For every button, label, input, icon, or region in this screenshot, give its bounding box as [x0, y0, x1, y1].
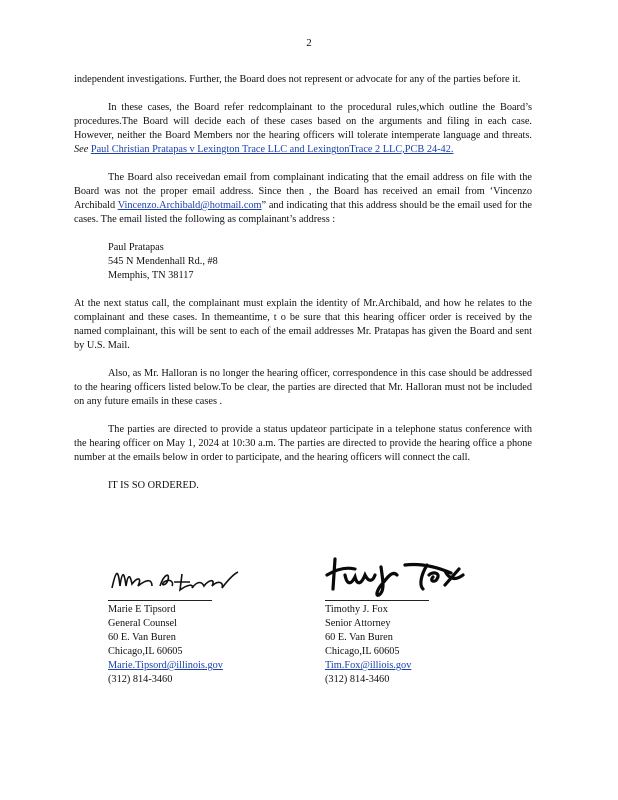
signer-email-link[interactable]: Marie.Tipsord@illinois.gov — [108, 660, 223, 671]
signer-street: 60 E. Van Buren — [325, 632, 393, 643]
signer-title: General Counsel — [108, 618, 177, 629]
paragraph-3 — [74, 171, 532, 227]
address-city: Memphis, TN 38117 — [108, 270, 194, 281]
order-body — [74, 73, 532, 493]
signer-name: Marie E Tipsord — [108, 604, 176, 615]
signer-city: Chicago,IL 60605 — [325, 646, 400, 657]
complainant-address — [108, 241, 532, 283]
see-signal: See — [74, 144, 89, 155]
signer-city: Chicago,IL 60605 — [108, 646, 183, 657]
page-number: 2 — [306, 37, 312, 49]
paragraph-3-text-a: The Board also receivedan email from complainant indicating that the email address on file with the Board was not the proper email address. Since then , the Board has received an email from ‘Vincenzo Archibald — [74, 172, 532, 211]
paragraph-2 — [74, 101, 532, 157]
tipsord-signature-image — [108, 560, 248, 600]
signature-block-tipsord — [108, 560, 248, 687]
signer-phone: (312) 814-3460 — [108, 674, 173, 685]
fox-signature-image — [325, 545, 475, 600]
archibald-email-link[interactable]: Vincenzo.Archibald@hotmail.com — [117, 200, 262, 211]
signer-name: Timothy J. Fox — [325, 604, 388, 615]
signer-street: 60 E. Van Buren — [108, 632, 176, 643]
signer-phone: (312) 814-3460 — [325, 674, 390, 685]
paragraph-2-text: In these cases, the Board refer redcomplainant to the procedural rules,which outline the Board’s procedures.The Board will decide each of these cases based on the arguments and filing in each case. However, neither the Board Members nor the hearing officers will tolerate intemperate language and threats. — [74, 102, 532, 141]
signer-title: Senior Attorney — [325, 618, 391, 629]
address-street: 545 N Mendenhall Rd., #8 — [108, 256, 218, 267]
signature-line — [108, 600, 212, 601]
signer-email-link[interactable]: Tim.Fox@illiois.gov — [325, 660, 412, 671]
paragraph-1: independent investigations. Further, the Board does not represent or advocate for any of the parties before it. — [74, 74, 521, 85]
address-name: Paul Pratapas — [108, 242, 164, 253]
paragraph-4: At the next status call, the complainant must explain the identity of Mr.Archibald, and how he relates to the complainant and these cases. In themeantime, t o be sure that this hearing officer order is received by the named complainant, this will be sent to each of the email addresses Mr. Pratapas has given the Board and sent by U.S. Mail. — [74, 298, 532, 351]
paragraph-5: Also, as Mr. Halloran is no longer the hearing officer, correspondence in this case should be addressed to the hearing officers listed below.To be clear, the parties are directed that Mr. Halloran must not be included on any future emails in these cases . — [74, 368, 532, 407]
signature-line — [325, 600, 429, 601]
signature-block-fox — [325, 545, 475, 687]
case-citation-link[interactable]: Paul Christian Pratapas v Lexington Trace LLC and LexingtonTrace 2 LLC,PCB 24-42. — [90, 144, 454, 155]
so-ordered: IT IS SO ORDERED. — [108, 480, 199, 491]
paragraph-6: The parties are directed to provide a status updateor participate in a telephone status conference with the hearing officer on May 1, 2024 at 10:30 a.m. The parties are directed to provide the hearing office a phone number at the emails below in order to participate, and the hearing officers will connect the call. — [74, 424, 532, 463]
paragraph-3-text-b: ” and indicating that this address should be the email used for the cases. The email listed the following as complainant’s address : — [74, 200, 533, 225]
